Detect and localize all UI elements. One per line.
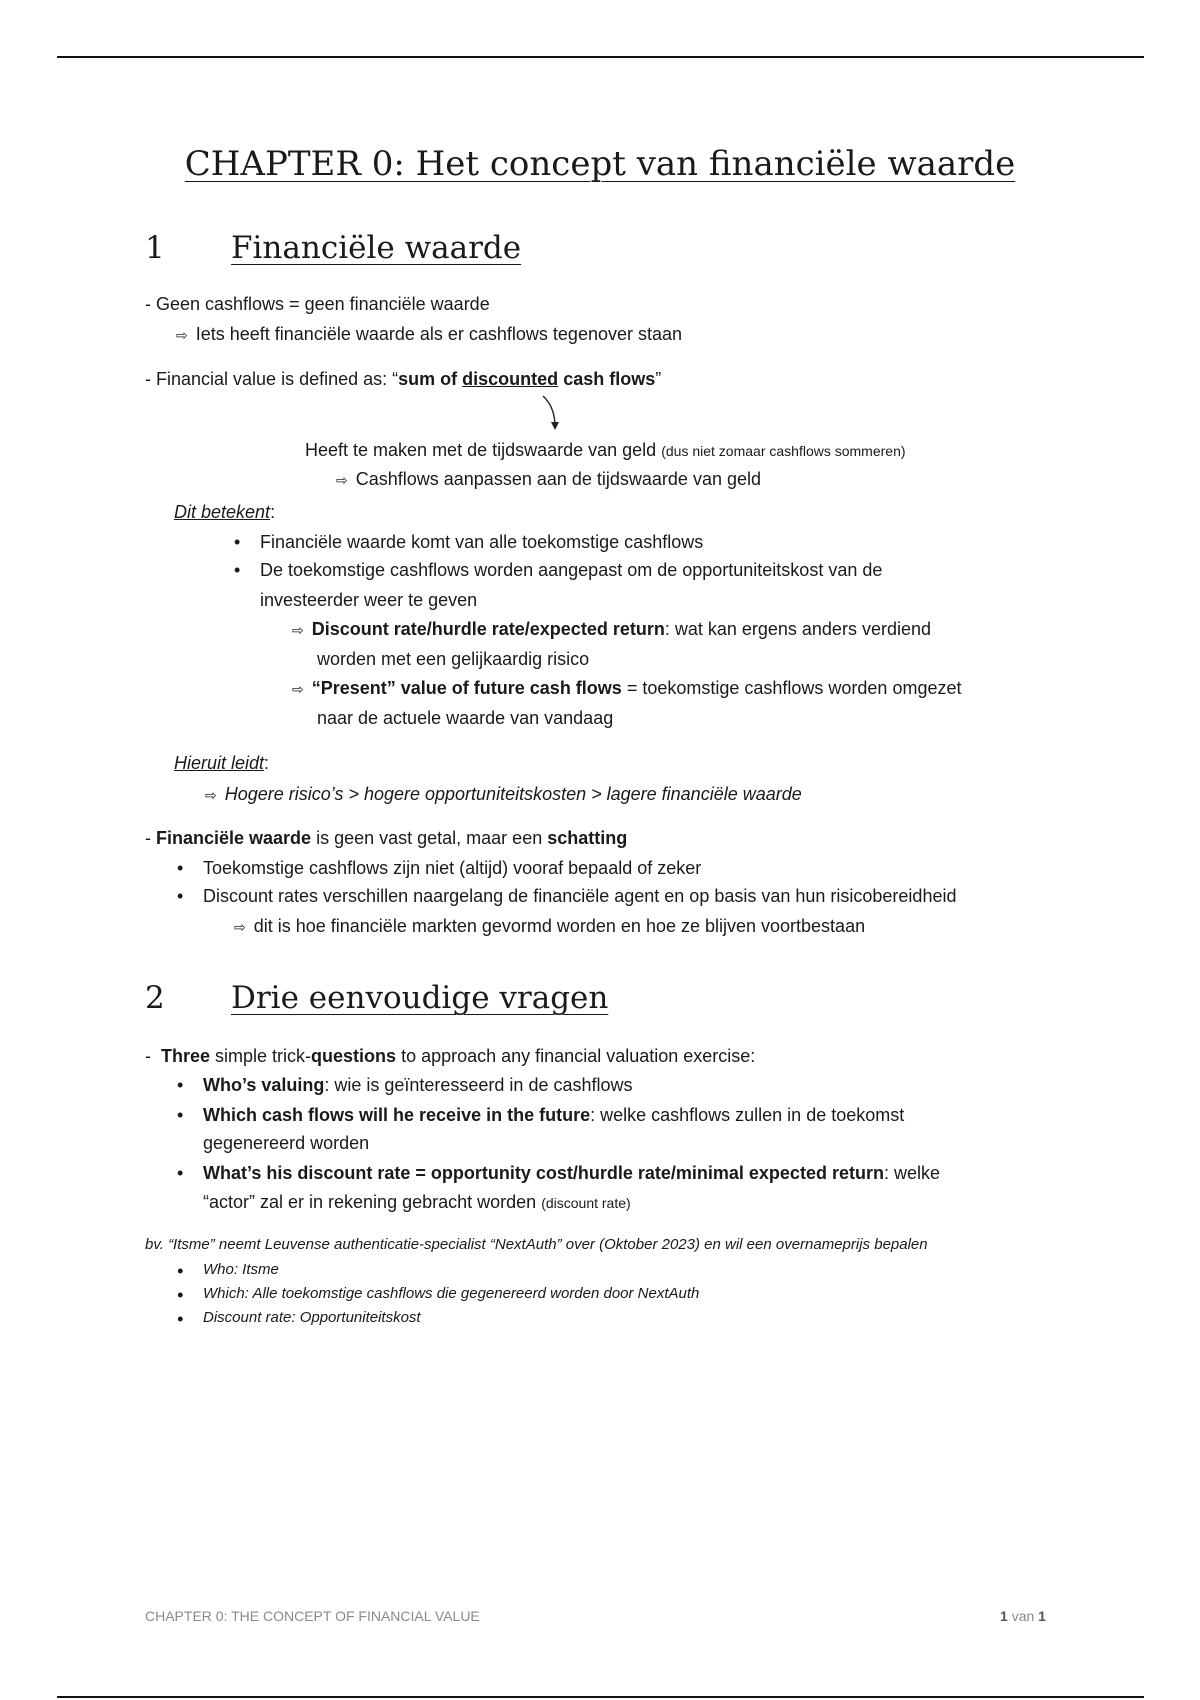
footer-page-number: 1 van 1: [1000, 1608, 1046, 1624]
arrow-right-icon: ⇨: [292, 681, 304, 697]
section-number: 1: [145, 230, 165, 266]
question-item: • What’s his discount rate = opportunity cost/hurdle rate/minimal expected return: welke: [203, 1161, 940, 1185]
bullet-continuation: investeerder weer te geven: [260, 590, 478, 610]
sub-line-iets: ⇨ Iets heeft financiële waarde als er cashflows tegenover staan: [176, 324, 683, 344]
line-definition: - Financial value is defined as: “sum of discounted cash flows”: [145, 369, 662, 389]
page-title: CHAPTER 0: Het concept van financiële waarde: [184, 144, 1016, 184]
sub-line-present-value: ⇨ “Present” value of future cash flows = toekomstige cashflows worden omgezet: [292, 678, 962, 698]
sub-line-continuation: naar de actuele waarde van vandaag: [317, 708, 614, 728]
line-schatting: - Financiële waarde is geen vast getal, maar een schatting: [145, 828, 628, 848]
example-bullet: • Which: Alle toekomstige cashflows die gegenereerd worden door NextAuth: [203, 1285, 699, 1302]
example-bullet: • Discount rate: Opportuniteitskost: [203, 1309, 421, 1326]
line-three-questions: - Three simple trick-questions to approach any financial valuation exercise:: [145, 1046, 756, 1066]
bullet-item: • Toekomstige cashflows zijn niet (altijd) vooraf bepaald of zeker: [203, 856, 701, 880]
arrow-right-icon: ⇨: [292, 622, 304, 638]
example-line: bv. “Itsme” neemt Leuvense authenticatie-specialist “NextAuth” over (Oktober 2023) en wil een overnameprijs bepalen: [145, 1236, 928, 1253]
arrow-right-icon: ⇨: [176, 327, 188, 343]
label-dit-betekent: Dit betekent:: [174, 502, 276, 522]
question-item: • Which cash flows will he receive in the future: welke cashflows zullen in de toekomst: [203, 1103, 904, 1127]
example-bullet: • Who: Itsme: [203, 1261, 279, 1278]
section-title: Financiële waarde: [231, 230, 522, 266]
line-hogere-risicos: ⇨ Hogere risico’s > hogere opportuniteitskosten > lagere financiële waarde: [205, 784, 802, 804]
header-rule: [57, 56, 1144, 58]
bullet-item: • Discount rates verschillen naargelang de financiële agent en op basis van hun risicobereidheid: [203, 884, 956, 908]
line-geen-cashflows: - Geen cashflows = geen financiële waarde: [145, 294, 490, 314]
arrow-right-icon: ⇨: [234, 919, 246, 935]
line-tijdswaarde: Heeft te maken met de tijdswaarde van geld (dus niet zomaar cashflows sommeren): [305, 440, 906, 460]
footer-rule: [57, 1696, 1144, 1698]
arrow-right-icon: ⇨: [336, 472, 348, 488]
question-continuation: gegenereerd worden: [203, 1133, 370, 1153]
sub-line-markten: ⇨ dit is hoe financiële markten gevormd worden en hoe ze blijven voortbestaan: [234, 916, 866, 936]
sub-line-cashflows-aanpassen: ⇨ Cashflows aanpassen aan de tijdswaarde van geld: [336, 469, 761, 489]
label-hieruit-leidt: Hieruit leidt:: [174, 753, 270, 773]
question-item: • Who’s valuing: wie is geïnteresseerd in de cashflows: [203, 1073, 633, 1097]
section-number: 2: [145, 980, 165, 1016]
section-title: Drie eenvoudige vragen: [231, 980, 609, 1016]
arrow-right-icon: ⇨: [205, 787, 217, 803]
bullet-item: • Financiële waarde komt van alle toekomstige cashflows: [260, 530, 703, 554]
sub-line-discount-rate: ⇨ Discount rate/hurdle rate/expected return: wat kan ergens anders verdiend: [292, 619, 931, 639]
sub-line-continuation: worden met een gelijkaardig risico: [317, 649, 590, 669]
question-continuation: “actor” zal er in rekening gebracht worden (discount rate): [203, 1192, 631, 1212]
discounted-term: discounted: [462, 369, 559, 389]
curved-arrow-icon: [540, 394, 570, 434]
bullet-item: • De toekomstige cashflows worden aangepast om de opportuniteitskost van de: [260, 558, 882, 582]
footer-chapter-title: CHAPTER 0: THE CONCEPT OF FINANCIAL VALUE: [145, 1608, 480, 1624]
